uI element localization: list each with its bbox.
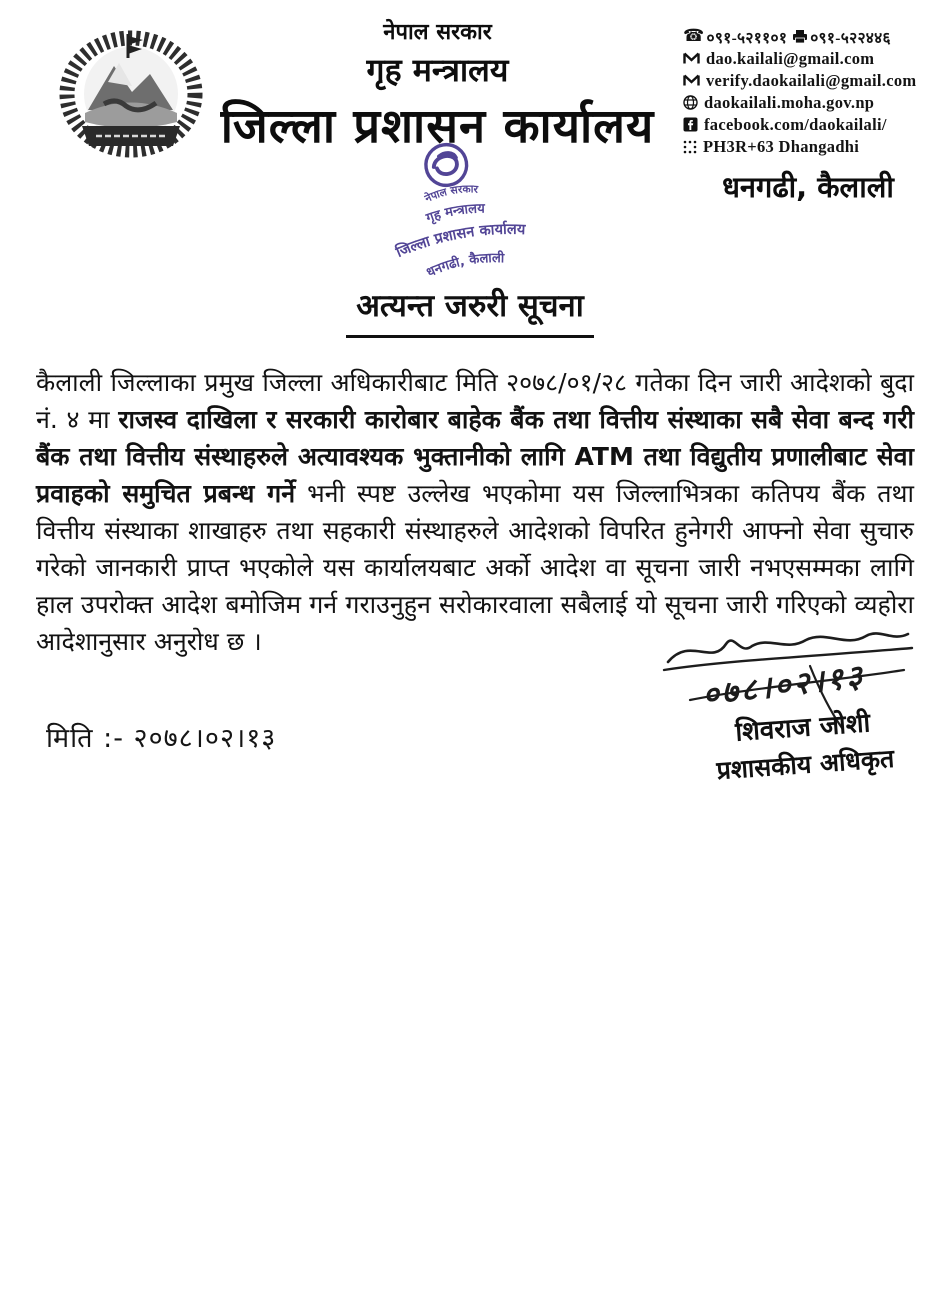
letterhead-titles (165, 16, 710, 156)
ministry-name: गृह मन्त्रालय (366, 51, 509, 89)
body-segment-bold: राजस्व दाखिला र सरकारी कारोबार बाहेक बैंक तथा वित्तीय संस्थाका सबै सेवा बन्द गरी बैंक तथा वित्तीय संस्थाहरुले अत्यावश्यक भुक्तानीको लागि ATM तथा विद्युतीय प्रणालीबाट सेवा प्रवाहको समुचित प्रबन्ध गर्ने (36, 405, 914, 508)
gmail-icon (683, 74, 700, 87)
plus-code: PH3R+63 Dhangadhi (703, 136, 860, 156)
phone-number: ०९१-५२११०१ (706, 29, 788, 47)
body-segment: कैलाली जिल्लाका प्रमुख जिल्ला अधिकारीबाट मिति २०७८/०१/२८ गतेका दिन जारी आदेशको बुदा नं. ४ मा (36, 368, 914, 434)
stamp-line-location: धनगढी, कैलाली (424, 251, 505, 281)
letter-date: मिति :- २०७८।०२।१३ (46, 723, 277, 754)
fax-icon (792, 29, 808, 44)
svg-text:धनगढी, कैलाली (423, 246, 508, 281)
contact-block (683, 26, 933, 206)
notice-title-wrap (0, 284, 940, 338)
phone-icon: ☎ (683, 26, 705, 46)
office-name: जिल्ला प्रशासन कार्यालय (220, 99, 655, 154)
signer-name: शिवराज जोशी (734, 708, 872, 748)
fax-number: ०९१-५२२४४६ (810, 29, 891, 47)
signer-designation: प्रशासकीय अधिकृत (715, 743, 896, 786)
email-verify-row (683, 70, 933, 91)
svg-text:गृह मन्त्रालय (423, 199, 489, 227)
facebook-url: facebook.com/daokailali/ (704, 114, 887, 134)
stamp-line-office: जिल्ला प्रशासन कार्यालय (393, 221, 526, 261)
notice-body (36, 364, 914, 660)
stamp-line-ministry: गृह मन्त्रालय (424, 201, 485, 227)
notice-title: अत्यन्त जरुरी सूचना (346, 284, 594, 338)
plus-code-icon (683, 140, 697, 154)
stamp-line-government: नेपाल सरकार (422, 182, 479, 206)
facebook-icon (683, 117, 698, 132)
plus-code-row (683, 136, 933, 157)
phone-fax-row (683, 26, 933, 47)
government-name: नेपाल सरकार (383, 20, 492, 45)
office-location: धनगढी, कैलाली (722, 170, 894, 204)
signature-handwritten-date: ०७८।०२।१३ (700, 658, 868, 714)
email-verify: verify.daokailali@gmail.com (706, 70, 917, 90)
email-row (683, 48, 933, 69)
email-primary: dao.kailali@gmail.com (706, 48, 875, 68)
gmail-icon (683, 52, 700, 65)
website-url: daokailali.moha.gov.np (704, 92, 875, 112)
body-segment: भनी स्पष्ट उल्लेख भएकोमा यस जिल्लाभित्रका कतिपय बैंक तथा वित्तीय संस्थाका शाखाहरु तथा सहकारी संस्थाहरुले आदेशको विपरित हुनेगरी आफ्नो सेवा सुचारु गरेको जानकारी प्राप्त भएकोले यस कार्यालयबाट अर्को आदेश वा सूचना जारी नभएसम्मका लागि हाल उपरोक्त आदेश बमोजिम गर्न गराउनुहुन सरोकारवाला सबैलाई यो सूचना जारी गरिएको व्यहोरा आदेशानुसार अनुरोध छ । (36, 479, 914, 656)
website-row (683, 92, 933, 113)
globe-icon (683, 95, 698, 110)
office-stamp (336, 138, 576, 293)
facebook-row (683, 114, 933, 135)
signer-block (694, 701, 915, 789)
